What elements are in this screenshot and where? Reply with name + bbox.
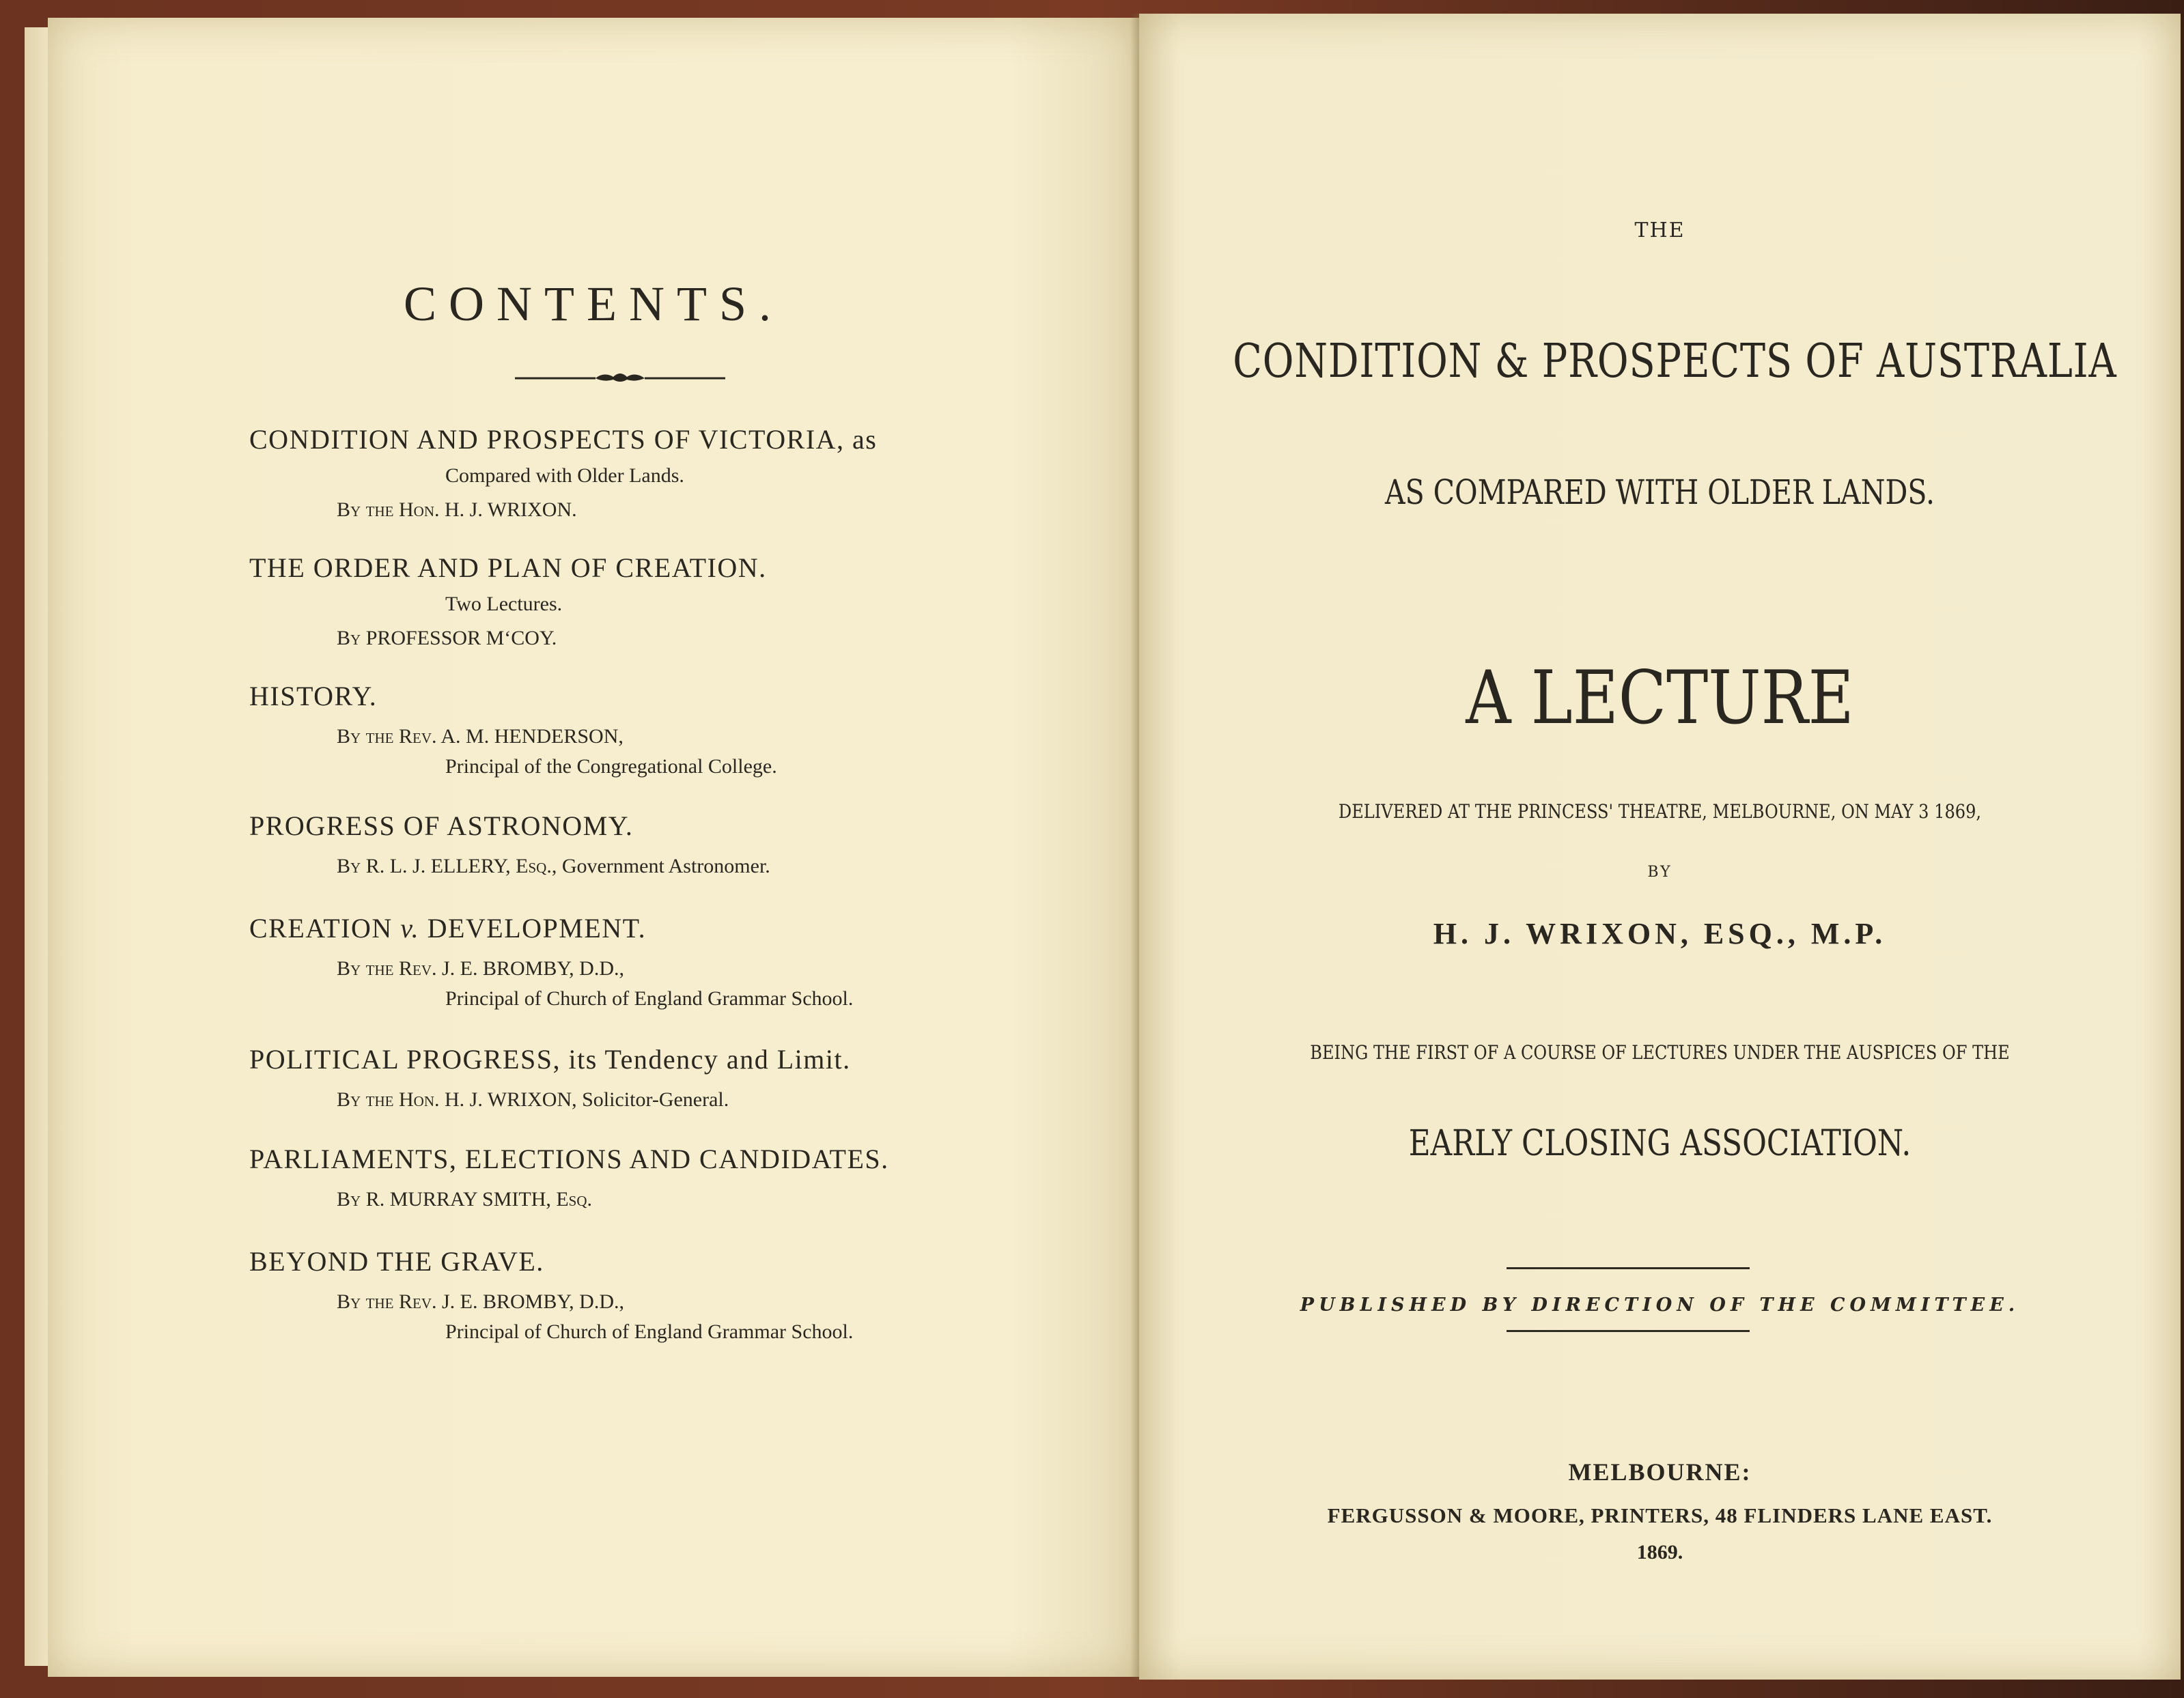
author-role: Government Astronomer. (561, 855, 770, 877)
entry-title: POLITICAL PROGRESS, its Tendency and Limit. (249, 1044, 851, 1075)
author-name: H. J. WRIXON. (445, 498, 577, 521)
entry-byline (337, 1088, 729, 1112)
author-name: J. E. BROMBY, D.D., (442, 957, 624, 980)
right-page-title (1139, 14, 2181, 1680)
entry-byline (337, 855, 770, 878)
byline-prefix: By (337, 1188, 361, 1211)
title-article: THE (1634, 218, 1685, 242)
author-name: A. M. HENDERSON, (440, 725, 624, 748)
left-page-contents (48, 18, 1139, 1677)
lecture-series-line: BEING THE FIRST OF A COURSE OF LECTURES UNDER THE AUSPICES OF THE (1310, 1041, 2010, 1064)
byline-prefix: By the Rev. (337, 957, 437, 980)
author-name: H. J. WRIXON, ESQ., M.P. (1433, 917, 1887, 950)
entry-title: BEYOND THE GRAVE. (249, 1246, 544, 1277)
main-title: CONDITION & PROSPECTS OF AUSTRALIA (1233, 335, 2117, 388)
byline-prefix: By (337, 627, 361, 649)
ornament-divider-icon (514, 367, 727, 388)
byline-prefix: By the Rev. (337, 725, 437, 748)
author-affiliation: Principal of Church of England Grammar School. (445, 1320, 854, 1343)
byline-prefix: By the Hon. (337, 1088, 440, 1111)
author-suffix: Esq. (556, 1188, 593, 1211)
entry-subtitle: Compared with Older Lands. (445, 464, 684, 487)
entry-byline (337, 957, 624, 980)
imprint-city: MELBOURNE: (1568, 1458, 1752, 1486)
entry-title (249, 912, 646, 944)
subtitle: AS COMPARED WITH OLDER LANDS. (1384, 472, 1935, 512)
by-label: BY (1647, 864, 1672, 881)
author-name: R. L. J. ELLERY, (365, 855, 511, 877)
author-name: H. J. WRIXON, (445, 1088, 577, 1111)
entry-byline (337, 627, 557, 650)
entry-title: CONDITION AND PROSPECTS OF VICTORIA, as (249, 424, 878, 455)
author-role: Solicitor-General. (582, 1088, 729, 1111)
imprint-printer: FERGUSSON & MOORE, PRINTERS, 48 FLINDERS LANE EAST. (1327, 1503, 1993, 1527)
entry-title: PARLIAMENTS, ELECTIONS AND CANDIDATES. (249, 1144, 889, 1174)
entry-title-part: DEVELOPMENT. (427, 913, 647, 944)
author-name: PROFESSOR M‘COY. (365, 627, 557, 649)
entry-title-part: CREATION (249, 913, 393, 944)
entry-byline (337, 498, 577, 522)
author-name: J. E. BROMBY, D.D., (442, 1290, 624, 1313)
association-name: EARLY CLOSING ASSOCIATION. (1408, 1123, 1912, 1164)
author-affiliation: Principal of Church of England Grammar School. (445, 987, 854, 1010)
rule-bottom (1507, 1330, 1750, 1332)
entry-subtitle: Two Lectures. (445, 593, 563, 615)
entry-byline (337, 1188, 592, 1211)
delivery-line: DELIVERED AT THE PRINCESS' THEATRE, MELBOURNE, ON MAY 3 1869, (1338, 800, 1982, 823)
byline-prefix: By the Hon. (337, 498, 440, 521)
lecture-heading: A LECTURE (1466, 655, 1854, 741)
author-name: R. MURRAY SMITH, (365, 1188, 551, 1211)
rule-top (1507, 1267, 1750, 1269)
byline-prefix: By (337, 855, 361, 877)
entry-title: HISTORY. (249, 681, 378, 711)
byline-prefix: By the Rev. (337, 1290, 437, 1313)
entry-title: PROGRESS OF ASTRONOMY. (249, 810, 634, 841)
entry-title: THE ORDER AND PLAN OF CREATION. (249, 552, 767, 583)
imprint-year: 1869. (1636, 1541, 1683, 1563)
author-affiliation: Principal of the Congregational College. (445, 755, 777, 778)
contents-heading: CONTENTS. (404, 277, 783, 331)
author-suffix: Esq., (516, 855, 557, 877)
published-line: PUBLISHED BY DIRECTION OF THE COMMITTEE. (1300, 1294, 2020, 1316)
entry-byline (337, 1290, 624, 1314)
versus-abbrev: v. (400, 913, 420, 944)
entry-byline (337, 725, 624, 748)
